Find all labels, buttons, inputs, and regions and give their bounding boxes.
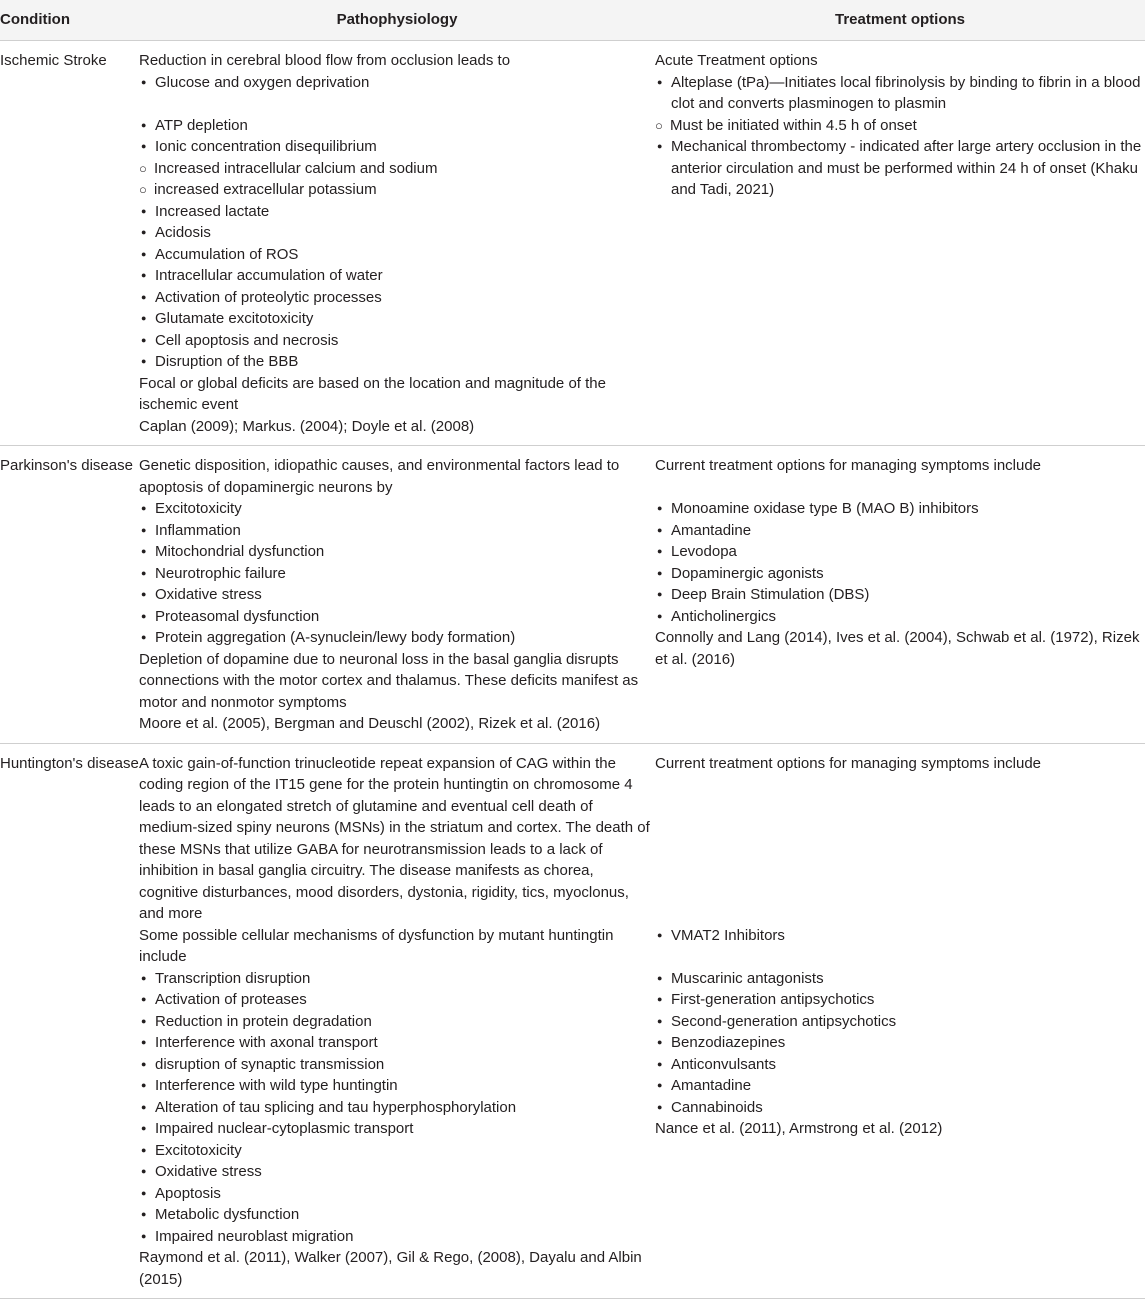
condition-cell: Parkinson's disease: [0, 446, 139, 744]
list-item-text: Impaired nuclear-cytoplasmic transport: [155, 1120, 414, 1137]
treatment-paragraph: Acute Treatment options: [655, 52, 818, 69]
list-item-text: Acidosis: [155, 224, 211, 241]
bullet-circle-icon: ○: [139, 160, 147, 176]
pathophysiology-paragraph: Some possible cellular mechanisms of dysfunction by mutant huntingtin include: [139, 926, 614, 965]
list-item-text: Activation of proteolytic processes: [155, 288, 382, 306]
bullet-dot-icon: ●: [141, 1123, 147, 1133]
list-item: [139, 1011, 655, 1033]
list-item-text: Levodopa: [671, 543, 737, 560]
treatment-cell: [655, 41, 1145, 446]
list-item-text: Excitotoxicity: [155, 1141, 242, 1159]
list-item: [139, 968, 655, 990]
list-item-text: Transcription disruption: [155, 969, 311, 987]
bullet-dot-icon: ●: [141, 291, 147, 302]
bullet-dot-icon: ●: [141, 567, 147, 578]
list-item: [655, 1054, 1145, 1076]
list-item-text: Oxidative stress: [155, 586, 262, 603]
spacer: [139, 93, 655, 115]
list-item: [139, 1097, 655, 1119]
bullet-dot-icon: ●: [141, 1230, 147, 1241]
list-item: [655, 72, 1145, 115]
list-item-text: Glucose and oxygen deprivation: [155, 73, 370, 91]
list-item: [655, 1011, 1145, 1033]
list-item-text: Inflammation: [155, 521, 241, 539]
list-item-text: Increased intracellular calcium and sodium: [154, 159, 438, 177]
list-item: [655, 925, 1145, 947]
list-item-text: Excitotoxicity: [155, 500, 242, 517]
list-item: [655, 1075, 1145, 1097]
list-item: [139, 1032, 655, 1054]
list-item: [139, 179, 655, 201]
bullet-dot-icon: ●: [657, 524, 663, 535]
list-item-text: Intracellular accumulation of water: [155, 267, 383, 284]
bullet-dot-icon: ●: [141, 141, 147, 151]
list-item: [655, 115, 1145, 137]
list-item: [139, 627, 655, 649]
pathophysiology-cell: [139, 41, 655, 446]
spacer: [655, 882, 1145, 904]
bullet-dot-icon: ●: [657, 503, 663, 513]
list-item-text: Alteplase (tPa)—Initiates local fibrinolysis by binding to fibrin in a blood clot and converts plasminogen to plasmin: [671, 73, 1141, 112]
pathophysiology-paragraph: Reduction in cerebral blood flow from occlusion leads to: [139, 52, 511, 69]
bullet-dot-icon: ●: [657, 546, 663, 556]
header-condition: Condition: [0, 0, 139, 41]
spacer: [655, 477, 1145, 499]
list-item-text: Glutamate excitotoxicity: [155, 310, 314, 327]
table-row: [0, 41, 1145, 446]
bullet-dot-icon: ●: [657, 610, 663, 621]
list-item: [139, 72, 655, 94]
list-item: [139, 222, 655, 244]
list-item: [655, 520, 1145, 542]
list-item-text: Interference with axonal transport: [155, 1034, 378, 1051]
bullet-dot-icon: ●: [141, 632, 147, 642]
bullet-dot-icon: ●: [141, 1080, 147, 1090]
treatment-paragraph: Current treatment options for managing symptoms include: [655, 457, 1042, 474]
condition-cell: Huntington's disease: [0, 743, 139, 1299]
table-row: [0, 446, 1145, 744]
list-item-text: Reduction in protein degradation: [155, 1012, 372, 1030]
bullet-dot-icon: ●: [657, 1058, 663, 1069]
list-item: [139, 244, 655, 266]
list-item: [655, 1097, 1145, 1119]
table-body: [0, 41, 1145, 1299]
list-item-text: Impaired neuroblast migration: [155, 1227, 354, 1245]
list-item-text: Neurotrophic failure: [155, 564, 286, 582]
header-row: [0, 0, 1145, 41]
list-item: [655, 498, 1145, 520]
list-item-text: First-generation antipsychotics: [671, 991, 875, 1008]
bullet-dot-icon: ●: [141, 524, 147, 535]
pathophysiology-paragraph: Genetic disposition, idiopathic causes, and environmental factors lead to apoptosis of dopaminergic neurons by: [139, 457, 620, 496]
list-item: [655, 989, 1145, 1011]
list-item-text: increased extracellular potassium: [154, 181, 377, 198]
list-item: [139, 115, 655, 137]
list-item-text: Interference with wild type huntingtin: [155, 1077, 398, 1094]
header-pathophysiology: Pathophysiology: [139, 0, 655, 41]
list-item-text: Mechanical thrombectomy - indicated after large artery occlusion in the anterior circulation and must be performed within 24 h of onset (Khaku and Tadi, 2021): [671, 138, 1142, 198]
list-item-text: Proteasomal dysfunction: [155, 607, 320, 625]
list-item: [139, 1054, 655, 1076]
bullet-dot-icon: ●: [141, 610, 147, 621]
bullet-dot-icon: ●: [657, 567, 663, 578]
list-item-text: Amantadine: [671, 521, 752, 539]
bullet-dot-icon: ●: [657, 1101, 663, 1112]
bullet-dot-icon: ●: [657, 929, 663, 940]
list-item: [139, 1075, 655, 1097]
header-treatment-options: Treatment options: [655, 0, 1145, 41]
list-item: [139, 1161, 655, 1183]
treatment-cell: [655, 446, 1145, 744]
list-item-text: Ionic concentration disequilibrium: [155, 138, 377, 155]
bullet-dot-icon: ●: [657, 1037, 663, 1047]
list-item: [655, 563, 1145, 585]
bullet-dot-icon: ●: [141, 1058, 147, 1069]
bullet-dot-icon: ●: [141, 119, 147, 130]
bullet-dot-icon: ●: [141, 205, 147, 216]
spacer: [655, 817, 1145, 839]
bullet-dot-icon: ●: [141, 994, 147, 1004]
list-item-text: Alteration of tau splicing and tau hyperphosphorylation: [155, 1098, 517, 1116]
list-item-text: Mitochondrial dysfunction: [155, 543, 325, 560]
bullet-dot-icon: ●: [141, 1101, 147, 1112]
list-item: [139, 606, 655, 628]
spacer: [655, 839, 1145, 861]
bullet-dot-icon: ●: [141, 313, 147, 323]
list-item-text: Amantadine: [671, 1077, 752, 1094]
bullet-dot-icon: ●: [141, 248, 147, 259]
bullet-dot-icon: ●: [657, 1015, 663, 1026]
list-item-text: Activation of proteases: [155, 991, 307, 1008]
list-item: [139, 1226, 655, 1248]
list-item-text: Anticonvulsants: [671, 1055, 777, 1073]
bullet-circle-icon: ○: [655, 117, 663, 133]
bullet-dot-icon: ●: [141, 1037, 147, 1047]
treatment-paragraph: Current treatment options for managing symptoms include: [655, 754, 1042, 772]
pathophysiology-paragraph: Raymond et al. (2011), Walker (2007), Gil & Rego, (2008), Dayalu and Albin (2015): [139, 1249, 642, 1288]
treatment-paragraph: Connolly and Lang (2014), Ives et al. (2004), Schwab et al. (1972), Rizek et al. (2016): [655, 629, 1140, 668]
list-item-text: Deep Brain Stimulation (DBS): [671, 586, 870, 603]
spacer: [655, 903, 1145, 925]
list-item: [139, 308, 655, 330]
list-item-text: Apoptosis: [155, 1184, 221, 1202]
list-item-text: Increased lactate: [155, 202, 270, 220]
list-item-text: VMAT2 Inhibitors: [671, 926, 785, 944]
spacer: [655, 860, 1145, 882]
list-item: [139, 287, 655, 309]
list-item-text: Oxidative stress: [155, 1163, 262, 1180]
bullet-dot-icon: ●: [141, 76, 147, 87]
list-item: [139, 1118, 655, 1140]
bullet-circle-icon: ○: [139, 182, 147, 197]
bullet-dot-icon: ●: [657, 972, 663, 983]
list-item-text: Must be initiated within 4.5 h of onset: [670, 116, 917, 134]
bullet-dot-icon: ●: [141, 270, 147, 280]
pathophysiology-paragraph: Depletion of dopamine due to neuronal loss in the basal ganglia disrupts connections with the motor cortex and thalamus. These deficits manifest as motor and nonmotor symptoms: [139, 650, 639, 711]
spacer: [655, 946, 1145, 968]
pathophysiology-cell: [139, 446, 655, 744]
list-item: [655, 541, 1145, 563]
list-item-text: Benzodiazepines: [671, 1034, 786, 1051]
list-item: [139, 520, 655, 542]
list-item: [655, 968, 1145, 990]
bullet-dot-icon: ●: [657, 589, 663, 599]
bullet-dot-icon: ●: [657, 141, 663, 151]
list-item: [139, 1204, 655, 1226]
list-item: [139, 330, 655, 352]
list-item-text: Second-generation antipsychotics: [671, 1012, 897, 1030]
list-item: [139, 158, 655, 180]
bullet-dot-icon: ●: [141, 227, 147, 237]
bullet-dot-icon: ●: [657, 1080, 663, 1090]
pathophysiology-paragraph: Moore et al. (2005), Bergman and Deuschl (2002), Rizek et al. (2016): [139, 715, 601, 732]
list-item: [139, 1140, 655, 1162]
list-item-text: Metabolic dysfunction: [155, 1206, 300, 1223]
table-row: [0, 743, 1145, 1299]
bullet-dot-icon: ●: [141, 1209, 147, 1219]
list-item-text: disruption of synaptic transmission: [155, 1055, 385, 1073]
list-item-text: ATP depletion: [155, 116, 248, 134]
pathophysiology-paragraph: Caplan (2009); Markus. (2004); Doyle et al. (2008): [139, 417, 475, 435]
list-item: [139, 541, 655, 563]
bullet-dot-icon: ●: [141, 972, 147, 983]
list-item-text: Anticholinergics: [671, 607, 777, 625]
bullet-dot-icon: ●: [141, 546, 147, 556]
list-item: [139, 1183, 655, 1205]
list-item: [139, 498, 655, 520]
bullet-dot-icon: ●: [141, 1144, 147, 1155]
spacer: [655, 796, 1145, 818]
pathophysiology-cell: [139, 743, 655, 1299]
bullet-dot-icon: ●: [657, 76, 663, 87]
list-item: [139, 563, 655, 585]
list-item: [139, 136, 655, 158]
bullet-dot-icon: ●: [141, 503, 147, 513]
bullet-dot-icon: ●: [141, 589, 147, 599]
list-item: [139, 584, 655, 606]
bullet-dot-icon: ●: [657, 994, 663, 1004]
list-item-text: Disruption of the BBB: [155, 353, 299, 370]
list-item-text: Dopaminergic agonists: [671, 564, 824, 582]
list-item: [655, 606, 1145, 628]
list-item: [655, 584, 1145, 606]
list-item-text: Cannabinoids: [671, 1098, 763, 1116]
pathophysiology-paragraph: A toxic gain-of-function trinucleotide repeat expansion of CAG within the coding region of the IT15 gene for the protein huntingtin on chromosome 4 leads to an elongated stretch of glutamine and eventual cell death of medium-sized spiny neurons (MSNs) in the striatum and cortex. The death of these MSNs that utilize GABA for neurotransmission leads to a lack of inhibition in basal ganglia circuitry. The disease manifests as chorea, cognitive disturbances, mood disorders, dystonia, rigidity, tics, myoclonus, and more: [139, 754, 650, 922]
treatment-paragraph: Nance et al. (2011), Armstrong et al. (2012): [655, 1120, 943, 1137]
bullet-dot-icon: ●: [141, 356, 147, 366]
pathophysiology-paragraph: Focal or global deficits are based on the location and magnitude of the ischemic event: [139, 374, 606, 413]
list-item-text: Monoamine oxidase type B (MAO B) inhibitors: [671, 500, 979, 517]
list-item: [139, 351, 655, 373]
list-item-text: Protein aggregation (A-synuclein/lewy body formation): [155, 629, 516, 646]
bullet-dot-icon: ●: [141, 334, 147, 345]
list-item-text: Accumulation of ROS: [155, 245, 299, 263]
list-item: [139, 265, 655, 287]
bullet-dot-icon: ●: [141, 1166, 147, 1176]
bullet-dot-icon: ●: [141, 1015, 147, 1026]
treatment-cell: [655, 743, 1145, 1299]
list-item-text: Cell apoptosis and necrosis: [155, 331, 339, 349]
bullet-dot-icon: ●: [141, 1187, 147, 1198]
list-item: [655, 136, 1145, 201]
spacer: [655, 774, 1145, 796]
list-item-text: Muscarinic antagonists: [671, 969, 824, 987]
list-item: [139, 201, 655, 223]
list-item: [655, 1032, 1145, 1054]
list-item: [139, 989, 655, 1011]
condition-cell: Ischemic Stroke: [0, 41, 139, 446]
